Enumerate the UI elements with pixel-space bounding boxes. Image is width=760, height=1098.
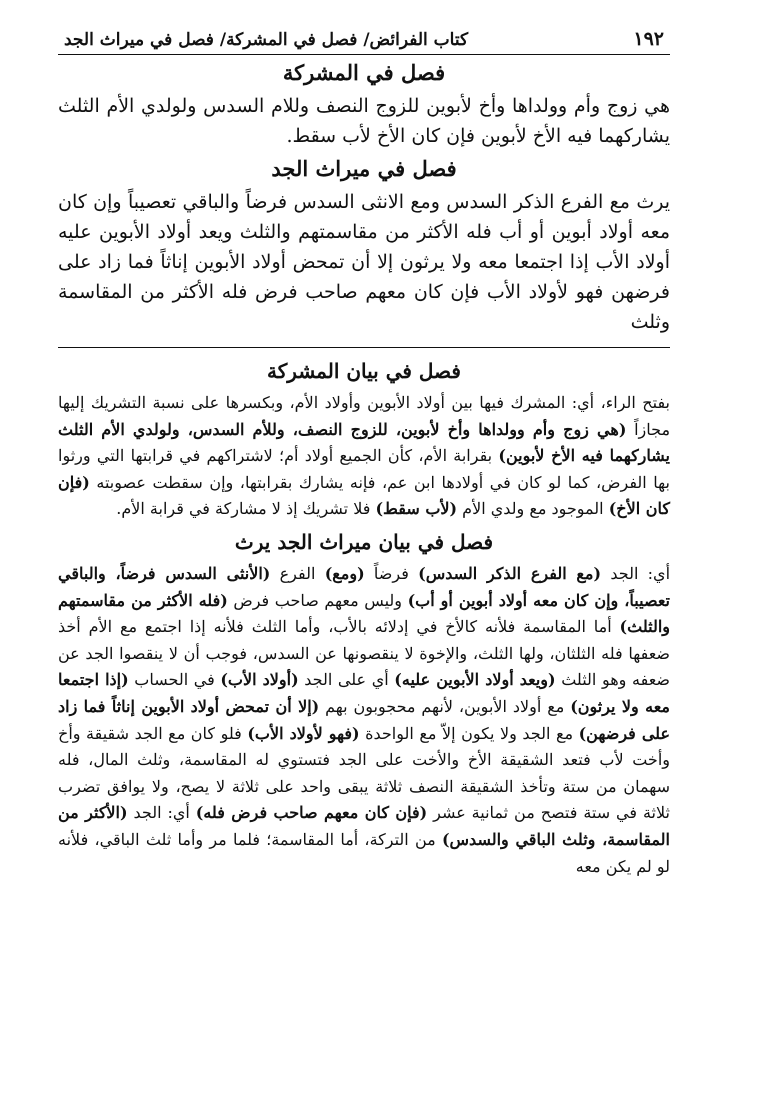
page-header (58, 28, 670, 55)
text-segment: أي على الجد (298, 670, 395, 690)
matn-paragraph-mushtaraka: هي زوج وأم وولداها وأخ لأبوين للزوج النصف وللام السدس ولولدي الأم الثلث يشاركهما فيه الأخ لأبوين فإن كان الأخ لأب سقط. (58, 95, 670, 147)
quoted-matn: (إلا أن تمحض أولاد الأبوين إناثاً فما زاد على فرضهن) (58, 696, 671, 743)
quoted-matn: (فله الأكثر من مقاسمتهم والثلث) (58, 590, 670, 637)
text-segment: أي: الجد (127, 803, 196, 823)
quoted-matn: (هي زوج وأم وولداها وأخ لأبوين، للزوج النصف، وللأم السدس، ولولدي الأم الثلث يشاركهما فيه الأخ لأبوين) (58, 419, 671, 466)
quoted-matn: (الأنثى السدس فرضاً، والباقي تعصيباً، وإن كان معه أولاد أبوين أو أب) (58, 563, 671, 610)
quoted-matn: (ومع) (324, 563, 365, 583)
quoted-matn: (أولاد الأب) (220, 670, 299, 690)
matn-paragraph-jadd: يرث مع الفرع الذكر السدس ومع الانثى السدس فرضاً والباقي تعصيباً وإن كان معه أولاد أبوين أو أب فله الأكثر من مقاسمتهم والثلث ويعد أولاد الأبوين عليه أولاد الأب إذا اجتمعا معه ولا يرثون إلا أن تمحض أولاد الأبوين إناثاً فما زاد على فرضهن فهو لأولاد الأب فإن كان معهم صاحب فرض فله الأكثر من المقاسمة وثلث (58, 191, 670, 333)
matn-block (58, 55, 670, 337)
page-number: ١٩٢ (633, 28, 664, 50)
text-segment: مع الجد ولا يكون إلاّ مع الواحدة (359, 723, 579, 743)
text-segment: فلا تشريك إذ لا مشاركة في قرابة الأم. (116, 499, 376, 519)
quoted-matn: (إذا اجتمعا معه ولا يرثون) (58, 670, 671, 716)
sharh-paragraph-jadd (58, 561, 670, 880)
sharh-heading-mushtaraka: فصل في بيان المشركة (267, 359, 461, 383)
running-title: كتاب الفرائض/ فصل في المشركة/ فصل في ميراث الجد (64, 30, 469, 50)
quoted-matn: (فإن كان الأخ) (58, 472, 670, 519)
matn-heading-jadd: فصل في ميراث الجد (271, 156, 457, 181)
text-segment: من التركة، أما المقاسمة؛ فلما مر وأما ثلث الباقي، فلأنه لو لم يكن معه (58, 829, 670, 876)
text-segment: فلو كان مع الجد شقيقة وأخ وأخت لأب فتعد الشقيقة الأخ والأخت على الجد فتستوي له المقاسمة، وثلث المال، فله سهمان من ستة وتأخذ الشقيقة النصف ثلاثة يبقى واحد على ثلاثة لا يصح، ولا يوافق تضرب ثلاثة في ستة فتصح من ثمانية عشر (58, 723, 670, 823)
quoted-matn: (فإن كان معهم صاحب فرض فله) (195, 803, 428, 823)
quoted-matn: (لأب سقط) (375, 499, 458, 519)
text-segment: فرضاً (364, 563, 419, 583)
matn-heading-mushtaraka: فصل في المشركة (282, 60, 446, 85)
quoted-matn: (الأكثر من المقاسمة، وثلث الباقي والسدس) (58, 803, 671, 849)
quoted-matn: (ويعد أولاد الأبوين عليه) (394, 670, 556, 690)
text-segment: بفتح الراء، أي: المشرك فيها بين أولاد الأبوين وأولاد الأم، وبكسرها على نسبة التشريك إليها مجازاً (58, 393, 671, 439)
text-segment: مع أولاد الأبوين، لأنهم محجوبون بهم (319, 696, 571, 716)
text-segment: أي: الجد (601, 563, 671, 583)
sharh-heading-jadd: فصل في بيان ميراث الجد يرث (234, 529, 494, 554)
quoted-matn: (مع الفرع الذكر السدس) (418, 563, 602, 583)
text-segment: وليس معهم صاحب فرض (227, 590, 408, 610)
text-segment: في الحساب (128, 670, 221, 690)
text-segment: الفرع (270, 563, 325, 583)
text-segment: أما المقاسمة فلأنه كالأخ في إدلائه بالأب، وأما الثلث فلأنه إذا اجتمع مع الأم أخذ ضعفها فله الثلثان، ولها الثلث، والإخوة لا ينقصونها عن السدس، فوجب أن لا ينقصوا الجد عن ضعفه وهو الثلث (58, 617, 670, 690)
matn-sharh-divider (58, 347, 670, 348)
sharh-paragraph-mushtaraka (58, 390, 670, 523)
text-segment: الموجود مع ولدي الأم (457, 499, 609, 519)
text-segment: بقرابة الأم، كأن الجميع أولاد أم؛ لاشتراكهم في قرابتها التي ورثوا بها الفرض، كما لو كان في أولادها ابن عم، فإنه يشارك بقرابتها، وإن سقطت عصوبته (58, 446, 670, 492)
quoted-matn: (فهو لأولاد الأب) (247, 723, 360, 743)
sharh-block (58, 352, 670, 880)
